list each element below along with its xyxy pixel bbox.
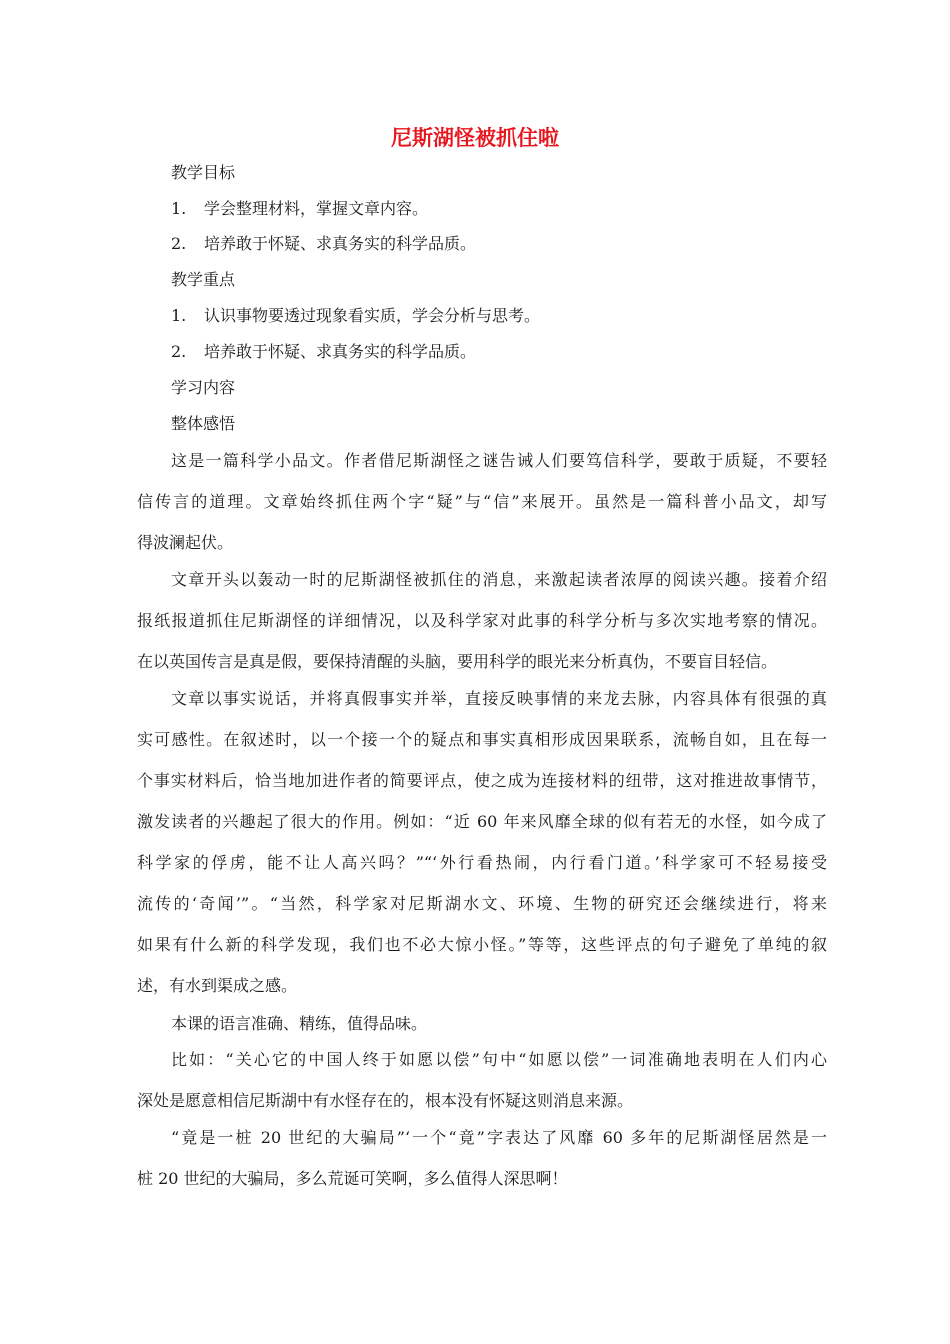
paragraph-line: 深处是愿意相信尼斯湖中有水怪存在的，根本没有怀疑这则消息来源。 (137, 1091, 634, 1110)
list-number: 2. (171, 234, 187, 253)
objectives-heading: 教学目标 (171, 163, 236, 182)
list-number: 1. (171, 199, 187, 218)
paragraph-line: 激发读者的兴趣起了很大的作用。例如：“近 60 年来风靡全球的似有若无的水怪，如今成了 (137, 812, 827, 831)
list-text: 培养敢于怀疑、求真务实的科学品质。 (204, 342, 477, 361)
paragraph-line: 在以英国传言是真是假，要保持清醒的头脑，要用科学的眼光来分析真伪，不要盲目轻信。 (137, 652, 778, 671)
list-text: 学会整理材料，掌握文章内容。 (204, 199, 429, 218)
paragraph-line: “竟是一桩 20 世纪的大骗局”‘一个“竟”字表达了风靡 60 多年的尼斯湖怪居然是一 (171, 1128, 827, 1147)
paragraph-line: 本课的语言准确、精练，值得品味。 (171, 1014, 428, 1033)
content-heading: 学习内容 (171, 378, 236, 397)
paragraph-line: 报纸报道抓住尼斯湖怪的详细情况，以及科学家对此事的科学分析与多次实地考察的情况。 (137, 611, 827, 630)
key-point-item (171, 305, 861, 327)
objective-item (171, 198, 861, 220)
paragraph-line: 科学家的俘虏，能不让人高兴吗？”“‘外行看热闹，内行看门道。’科学家可不轻易接受 (137, 853, 827, 872)
key-points-heading: 教学重点 (171, 270, 236, 289)
overall-heading: 整体感悟 (171, 414, 236, 433)
document-title: 尼斯湖怪被抓住啦 (391, 126, 559, 150)
paragraph-line: 比如：“关心它的中国人终于如愿以偿”句中“如愿以偿”一词准确地表明在人们内心 (171, 1050, 827, 1069)
paragraph-line: 实可感性。在叙述时，以一个接一个的疑点和事实真相形成因果联系，流畅自如，且在每一 (137, 730, 827, 749)
list-text: 认识事物要透过现象看实质，学会分析与思考。 (204, 306, 541, 325)
paragraph-line: 桩 20 世纪的大骗局，多么荒诞可笑啊，多么值得人深思啊！ (137, 1169, 568, 1188)
paragraph-line: 文章开头以轰动一时的尼斯湖怪被抓住的消息，来激起读者浓厚的阅读兴趣。接着介绍 (171, 570, 827, 589)
paragraph-line: 信传言的道理。文章始终抓住两个字“疑”与“信”来展开。虽然是一篇科普小品文，却写 (137, 492, 827, 511)
paragraph-line: 个事实材料后，恰当地加进作者的简要评点，使之成为连接材料的纽带，这对推进故事情节， (137, 771, 827, 790)
list-number: 2. (171, 342, 187, 361)
paragraph-line: 文章以事实说话，并将真假事实并举，直接反映事情的来龙去脉，内容具体有很强的真 (171, 689, 827, 708)
paragraph-line: 流传的‘奇闻’”。“当然，科学家对尼斯湖水文、环境、生物的研究还会继续进行，将来 (137, 894, 827, 913)
list-text: 培养敢于怀疑、求真务实的科学品质。 (204, 234, 477, 253)
paragraph-line: 这是一篇科学小品文。作者借尼斯湖怪之谜告诫人们要笃信科学，要敢于质疑，不要轻 (171, 451, 827, 470)
paragraph-line: 得波澜起伏。 (137, 533, 234, 552)
objective-item (171, 233, 861, 255)
list-number: 1. (171, 306, 187, 325)
paragraph-line: 如果有什么新的科学发现，我们也不必大惊小怪。”等等，这些评点的句子避免了单纯的叙 (137, 935, 827, 954)
paragraph-line: 述，有水到渠成之感。 (137, 976, 298, 995)
key-point-item (171, 341, 861, 363)
